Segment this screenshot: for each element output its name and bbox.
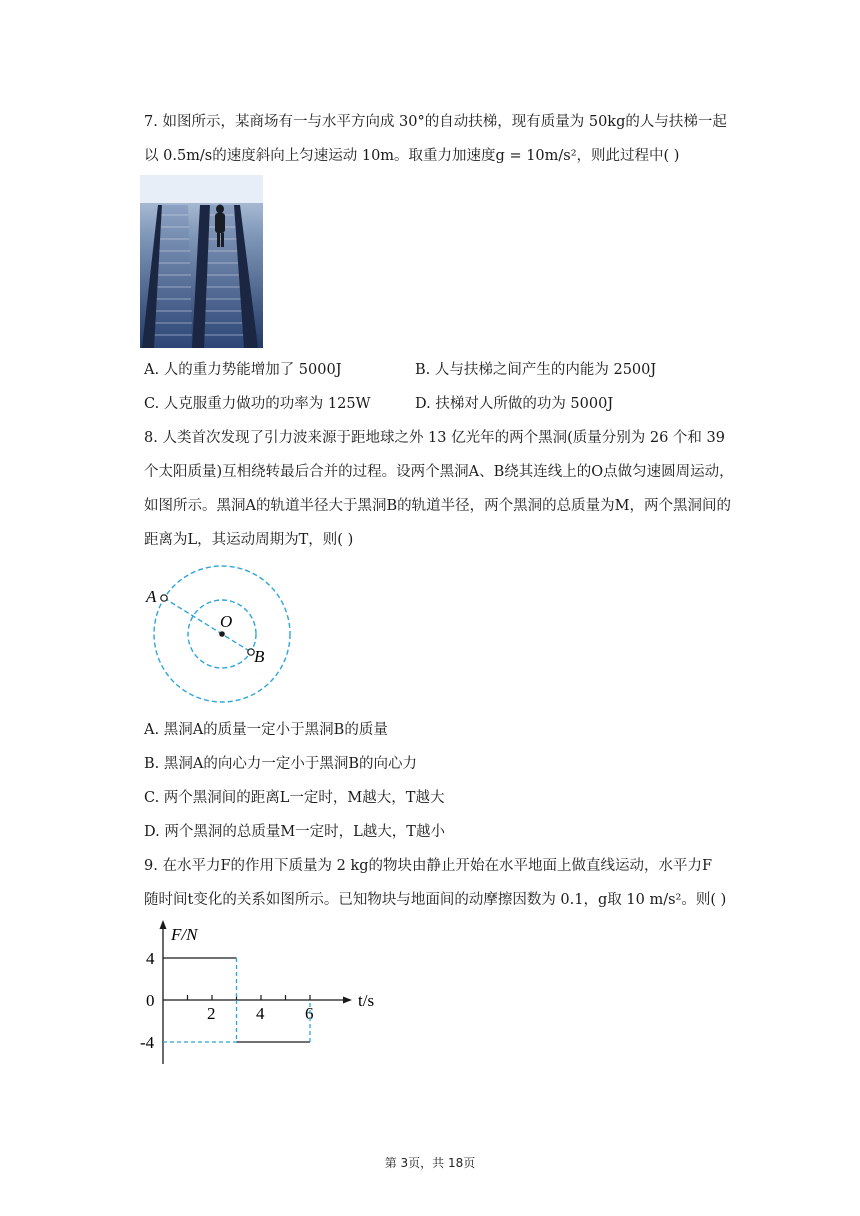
y-tick-label: 4 bbox=[146, 949, 155, 968]
q8-stem-line4: 距离为L，其运动周期为T，则( ) bbox=[144, 532, 354, 548]
q8-option-b: B. 黑洞A的向心力一定小于黑洞B的向心力 bbox=[144, 756, 417, 772]
q7-option-b: B. 人与扶梯之间产生的内能为 2500J bbox=[415, 362, 657, 378]
q7-option-d: D. 扶梯对人所做的功为 5000J bbox=[415, 396, 614, 412]
black-hole-a bbox=[161, 595, 167, 601]
x-tick-label: 2 bbox=[207, 1004, 216, 1023]
q7-stem-line1: 7. 如图所示，某商场有一与水平方向成 30°的自动扶梯，现有质量为 50kg的人与扶梯一起 bbox=[144, 114, 727, 130]
label-o: O bbox=[220, 612, 233, 631]
q9-stem-line2: 随时间t变化的关系如图所示。已知物块与地面间的动摩擦因数为 0.1，g取 10 m/s²。则( ) bbox=[144, 892, 727, 908]
center-o bbox=[219, 631, 225, 637]
y-axis-arrow bbox=[160, 920, 167, 929]
label-b: B bbox=[254, 647, 265, 666]
q8-option-d: D. 两个黑洞的总质量M一定时，L越大，T越小 bbox=[144, 824, 445, 840]
q8-stem-line1: 8. 人类首次发现了引力波来源于距地球之外 13 亿光年的两个黑洞(质量分别为 26 个和 39 bbox=[144, 430, 725, 446]
q9-stem-line1: 9. 在水平力F的作用下质量为 2 kg的物块由静止开始在水平地面上做直线运动，水平力F bbox=[144, 858, 713, 874]
connecting-line bbox=[164, 598, 251, 652]
q7-option-c: C. 人克服重力做功的功率为 125W bbox=[144, 396, 371, 412]
q8-stem-line3: 如图所示。黑洞A的轨道半径大于黑洞B的轨道半径，两个黑洞的总质量为M，两个黑洞间的 bbox=[144, 498, 731, 514]
q7-stem-line2: 以 0.5m/s的速度斜向上匀速运动 10m。取重力加速度g = 10m/s²，则此过程中( ) bbox=[144, 148, 680, 164]
q8-option-c: C. 两个黑洞间的距离L一定时，M越大，T越大 bbox=[144, 790, 445, 806]
y-tick-label: -4 bbox=[140, 1033, 155, 1052]
q8-stem-line2: 个太阳质量)互相绕转最后合并的过程。设两个黑洞A、B绕其连线上的O点做匀速圆周运动， bbox=[144, 464, 734, 480]
x-axis-arrow bbox=[343, 997, 352, 1004]
x-tick-label: 4 bbox=[256, 1004, 265, 1023]
force-time-graph bbox=[140, 918, 380, 1072]
x-axis-label: t/s bbox=[358, 991, 375, 1010]
label-a: A bbox=[146, 587, 157, 606]
binary-black-hole-diagram bbox=[140, 560, 300, 714]
x-tick-label: 6 bbox=[305, 1004, 314, 1023]
y-axis-label: F/N bbox=[171, 925, 198, 944]
q8-option-a: A. 黑洞A的质量一定小于黑洞B的质量 bbox=[144, 722, 388, 738]
q7-option-a: A. 人的重力势能增加了 5000J bbox=[144, 362, 342, 378]
y-tick-label: 0 bbox=[146, 991, 155, 1010]
escalator-photo bbox=[140, 175, 263, 348]
page-footer: 第 3页，共 18页 bbox=[384, 1156, 476, 1170]
